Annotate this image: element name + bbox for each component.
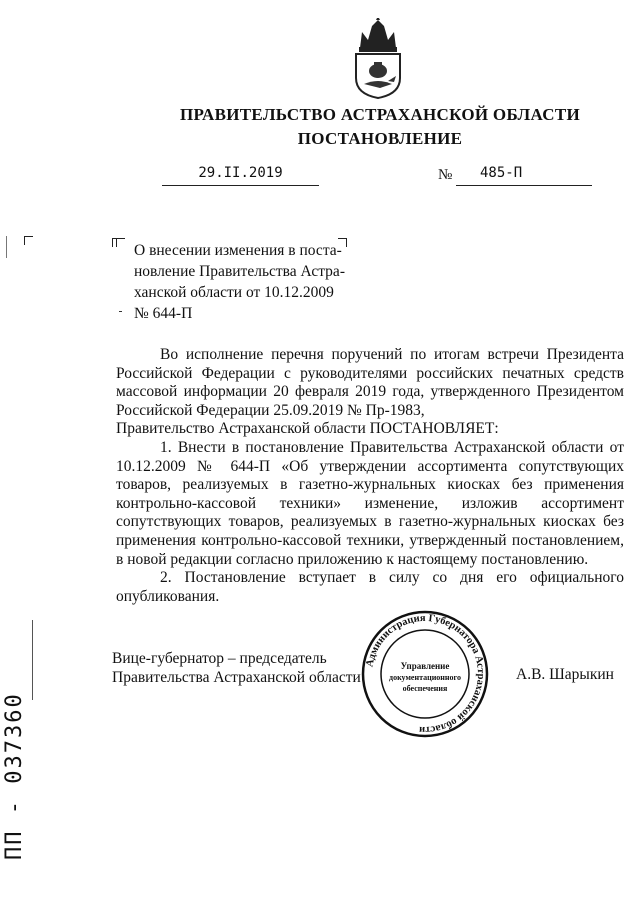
subject-block — [134, 240, 350, 324]
stamp-line: документационного — [389, 673, 461, 682]
document-date: 29.II.2019 — [162, 165, 319, 186]
stamp-ring-text: Администрация Губернатора Астраханской области — [364, 612, 487, 736]
margin-mark — [6, 236, 7, 258]
subject-line: № 644-П — [134, 305, 193, 322]
subject-line: ханской области от 10.12.2009 — [134, 284, 334, 301]
decree-line: Правительство Астраханской области ПОСТАНОВЛЯЕТ: — [116, 420, 499, 438]
subject-line: О внесении изменения в поста- — [134, 242, 342, 259]
number-sign: № — [438, 167, 453, 183]
subject-line: новление Правительства Астра- — [134, 263, 345, 280]
signatory-name: А.В. Шарыкин — [516, 666, 614, 683]
signatory-position — [112, 649, 361, 687]
corner-mark — [24, 236, 33, 245]
document-type: ПОСТАНОВЛЕНИЕ — [297, 129, 463, 148]
position-line: Вице-губернатор – председатель — [112, 650, 327, 667]
document-body — [116, 346, 624, 606]
corner-mark — [116, 238, 125, 247]
side-serial-code: ПП - 037360 — [2, 692, 27, 860]
item-2-paragraph: 2. Постановление вступает в силу со дня его официального опубликования. — [116, 569, 624, 605]
margin-rule — [32, 620, 33, 700]
document-number-field — [456, 165, 592, 186]
item-1-paragraph: 1. Внести в постановление Правительства Астраханской области от 10.12.2009 № 644-П «Об утверждении ассортимента сопутствующих товаров, реализуемых в газетно-журнальных киосках без применения контрольно-кассовой техники» изменение, изложив ассортимент сопутствующих товаров, реализуемых в газетно-журнальных киосках без применения контрольно-кассовой техники, утвержденный постановлением, в новой редакции согласно приложению к настоящему постановлению. — [116, 438, 624, 568]
preamble-paragraph: Во исполнение перечня поручений по итогам встречи Президента Российской Федерации с руководителями российских печатных средств массовой информации 20 февраля 2019 года, утвержденного Президентом Российской Федерации 25.09.2019 № Пр-1983, — [116, 346, 624, 419]
official-stamp — [360, 609, 490, 739]
coat-of-arms-icon — [352, 18, 404, 100]
document-number: 485-П — [480, 165, 523, 181]
dash-mark — [119, 311, 122, 312]
org-title: ПРАВИТЕЛЬСТВО АСТРАХАНСКОЙ ОБЛАСТИ — [180, 105, 580, 124]
position-line: Правительства Астраханской области — [112, 669, 361, 686]
stamp-line: обеспечения — [402, 684, 448, 693]
stamp-line: Управление — [400, 661, 450, 671]
